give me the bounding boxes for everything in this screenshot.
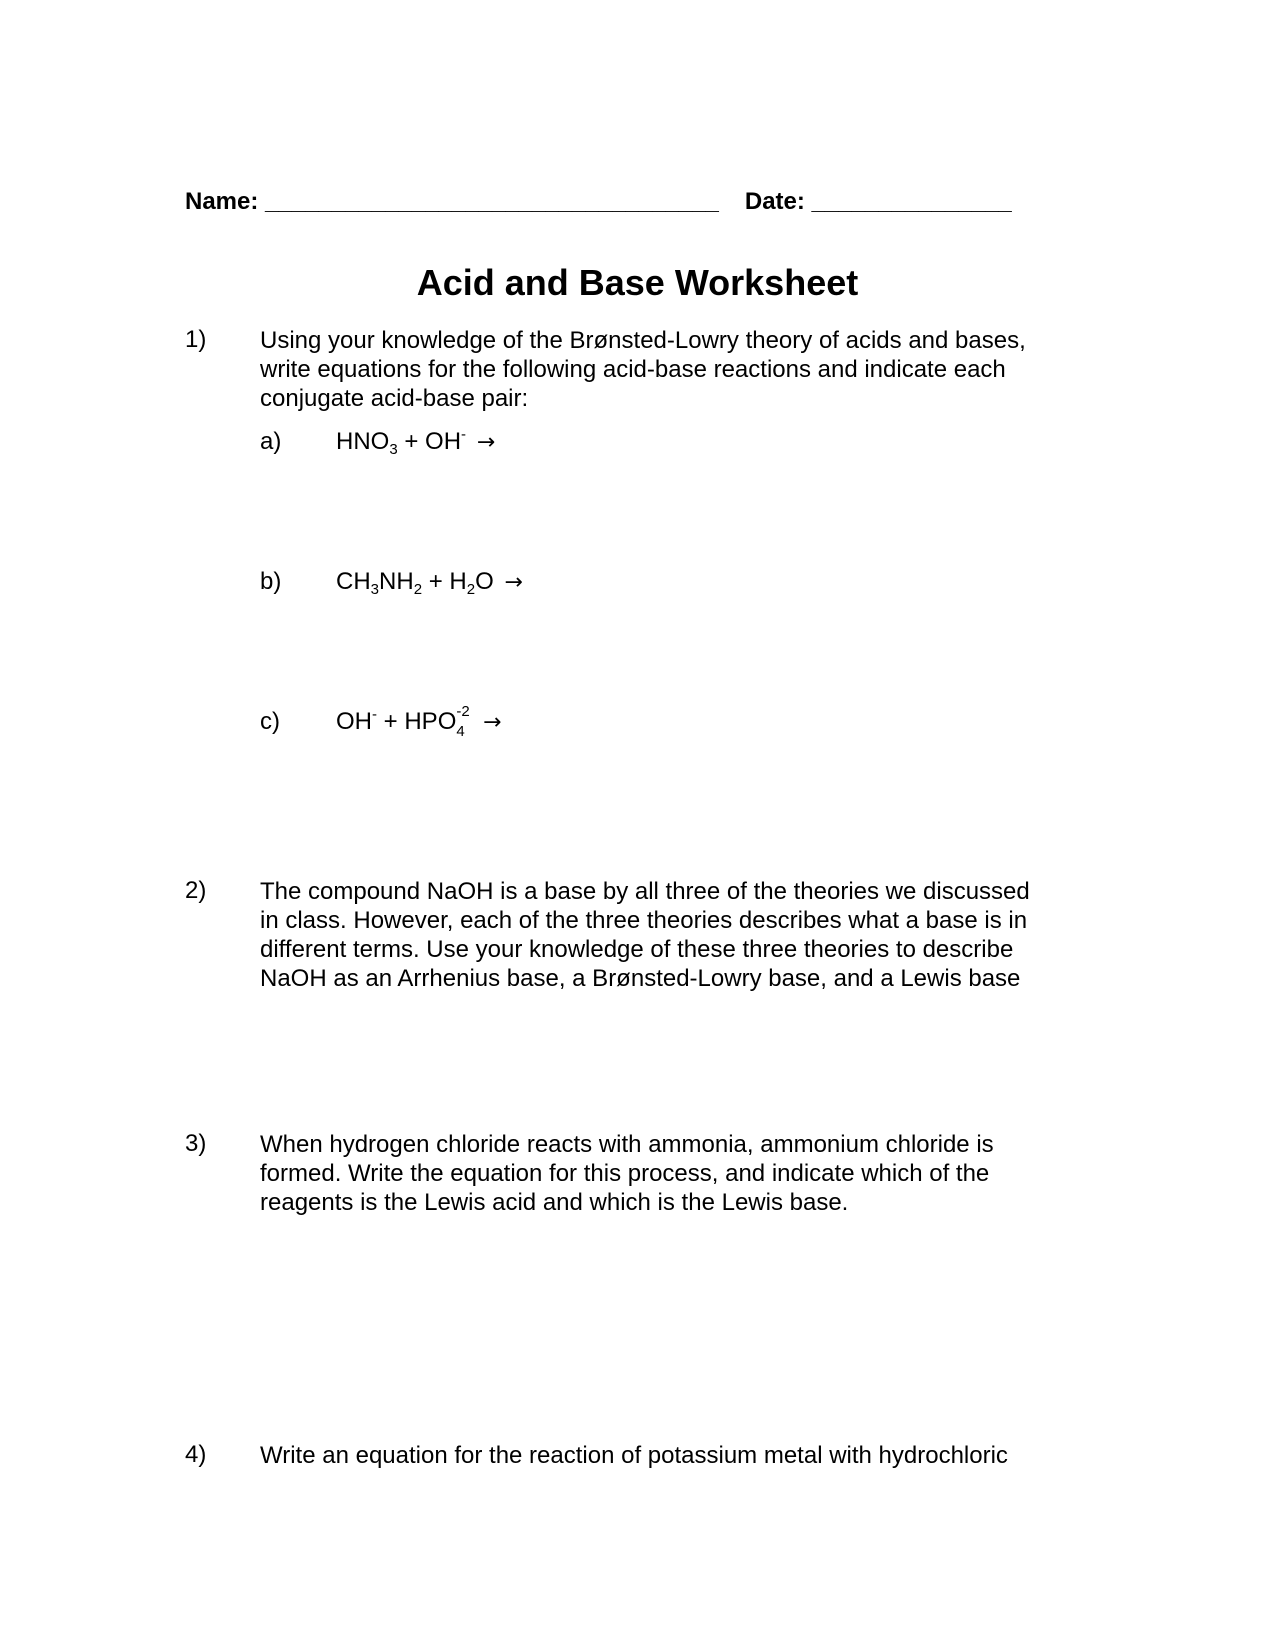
name-label: Name:: [185, 188, 259, 215]
question-2-text: [260, 877, 1080, 993]
question-3-text: [260, 1130, 1080, 1217]
date-blank: _______________: [811, 188, 1012, 215]
question-4-number: 4): [185, 1441, 207, 1468]
arrow-icon: →: [476, 430, 496, 455]
equation-b: $CH_3NH_2 + H_2O$ →: [336, 568, 523, 598]
question-2-line: in class. However, each of the three theories describes what a base is in: [260, 907, 1028, 934]
question-1-number: 1): [185, 326, 207, 353]
question-3-number: 3): [185, 1130, 207, 1157]
date-label: Date:: [744, 188, 805, 215]
question-4-line: Write an equation for the reaction of potassium metal with hydrochloric: [260, 1442, 1008, 1469]
page-title: Acid and Base Worksheet: [416, 262, 859, 303]
question-2-number: 2): [185, 877, 207, 904]
part-c-label: c): [260, 708, 280, 735]
question-2-line: different terms. Use your knowledge of these three theories to describe: [260, 936, 1014, 963]
equation-a: $HNO_3 + OH^-$ →: [336, 426, 496, 458]
question-3-line: reagents is the Lewis acid and which is the Lewis base.: [260, 1189, 849, 1216]
part-b-label: b): [260, 568, 282, 595]
arrow-icon: →: [483, 710, 502, 735]
question-3-line: formed. Write the equation for this process, and indicate which of the: [260, 1160, 990, 1187]
question-1-line: write equations for the following acid-base reactions and indicate each: [260, 356, 1006, 383]
question-4-text: [260, 1441, 1080, 1470]
question-2-line: NaOH as an Arrhenius base, a Brønsted-Lowry base, and a Lewis base: [260, 965, 1021, 992]
question-3-line: When hydrogen chloride reacts with ammonia, ammonium chloride is: [260, 1131, 994, 1158]
equation-c: OH- + HPO -2 4 →: [336, 703, 502, 740]
arrow-icon: →: [504, 570, 523, 595]
question-1-text: [260, 326, 1080, 413]
question-2-line: The compound NaOH is a base by all three of the theories we discussed: [260, 878, 1030, 905]
part-a-label: a): [260, 428, 282, 455]
question-1-line: Using your knowledge of the Brønsted-Lowry theory of acids and bases,: [260, 327, 1026, 354]
question-1-line: conjugate acid-base pair:: [260, 385, 529, 412]
header-line: [185, 188, 1012, 216]
name-blank: __________________________________: [265, 188, 719, 215]
